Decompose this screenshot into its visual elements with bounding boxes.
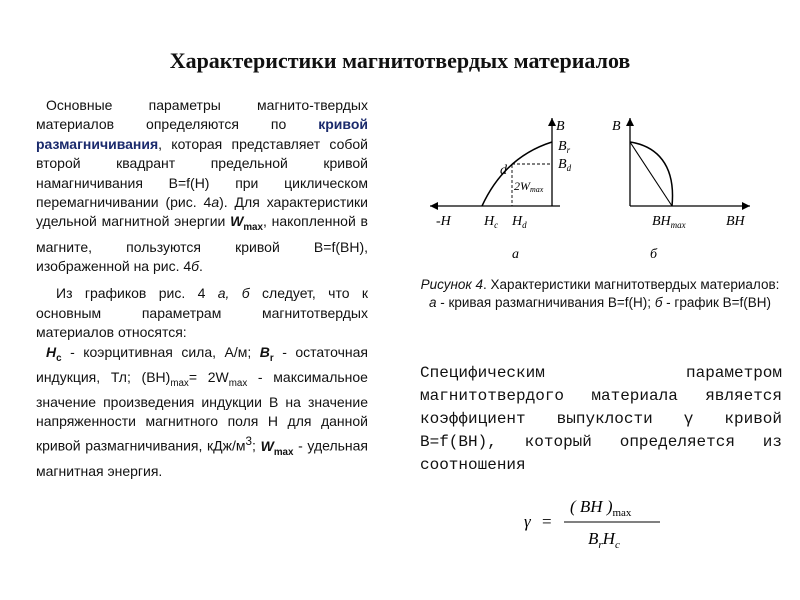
italic-ref: б — [191, 258, 200, 275]
panel-label-b: б — [650, 247, 658, 262]
label-b-a: B — [556, 119, 565, 134]
symbol-w: W — [230, 213, 244, 230]
label-b-b: B — [612, 119, 621, 134]
text-span: = 2W — [188, 368, 229, 385]
text-span: , накопленной в магните, пользуются кривой B=f(BH), изображенной на рис. 4 — [36, 213, 368, 275]
label-bd: $B_d$ — [558, 157, 572, 173]
formula-numerator: ( BH )$_{max}$ — [570, 497, 632, 519]
formula-eq: = — [542, 512, 552, 531]
text-span: - коэрцитивная сила, А/м; — [61, 343, 260, 360]
subscript: c — [56, 352, 62, 364]
gamma-formula — [520, 494, 670, 550]
text-span: . — [199, 258, 203, 275]
italic-ref: а, б — [217, 285, 250, 302]
text-span: - максимальное значение произведения индукции B на значение напряженности магнитного поля H для данной кривой размагничивания, кДж/м — [36, 368, 368, 454]
arrow-up-a — [548, 118, 556, 126]
text-span: - остаточная индукция, Тл; (BH) — [36, 343, 369, 385]
bold-term: кривой размагничивания — [36, 116, 368, 152]
caption-text: - кривая размагничивания B=f(H); — [436, 295, 655, 310]
caption-ref: а — [428, 295, 437, 310]
paragraph-3 — [36, 343, 368, 481]
label-neg-h: -H — [436, 214, 451, 229]
text-span: Из графиков рис. 4 — [56, 285, 218, 302]
demagnetization-curve — [482, 142, 552, 206]
superscript: 3 — [245, 434, 253, 448]
italic-ref: а — [211, 194, 220, 211]
label-2wmax: 2Wmax — [514, 179, 544, 194]
text-span: ; — [252, 437, 261, 454]
text-span: - удельная магнитная энергия. — [36, 437, 369, 479]
symbol-w: W — [260, 437, 274, 454]
right-paragraph: Специфическим параметром магнитотвердого материала является коэффициент выпуклости γ кривой B=f(BH), который определяется из соотношения — [420, 364, 782, 474]
subscript: max — [273, 446, 294, 458]
symbol-br: B — [259, 343, 270, 360]
symbol-hc: H — [46, 343, 57, 360]
text-span: ). Для характеристики удельной магнитной энергии — [36, 194, 368, 230]
label-br: $B_r$ — [558, 139, 571, 155]
page-title: Характеристики магнитотвердых материалов — [169, 48, 631, 73]
arrow-left-a — [430, 202, 438, 210]
subscript: max — [228, 377, 248, 389]
arrow-up-b — [626, 118, 634, 126]
label-bhmax: $BH_{max}$ — [652, 214, 686, 230]
panel-label-a: а — [512, 247, 519, 262]
label-hc: $H_c$ — [484, 214, 499, 230]
subscript: max — [243, 222, 263, 234]
left-text-column — [36, 96, 368, 481]
label-d: d — [500, 163, 507, 178]
text-span: следует, что к основным параметрам магнитотвердых материалов относятся: — [36, 285, 368, 341]
label-hd: $H_d$ — [512, 214, 527, 230]
caption-ref: б — [654, 295, 663, 310]
caption-label: Рисунок 4 — [420, 277, 484, 292]
arrow-right-b — [742, 202, 750, 210]
formula-denominator: $B_rH_c$ — [588, 529, 620, 550]
subscript: r — [269, 352, 274, 364]
paragraph-1 — [36, 96, 368, 276]
caption-text: - график B=f(BH) — [662, 295, 772, 310]
subscript: max — [170, 377, 189, 389]
bh-chord — [630, 142, 672, 206]
caption-text: . Характеристики магнитотвердых материалов: — [483, 277, 780, 292]
figure-caption — [420, 276, 780, 312]
text-span: , которая представляет собой второй квадрант предельной кривой намагничивания B=f(H) при циклическом перемагничивании (рис. 4 — [36, 135, 368, 211]
paragraph-2 — [36, 284, 368, 342]
label-bh: BH — [726, 214, 745, 229]
text-span: Основные параметры магнито-твердых материалов определяются по — [36, 97, 368, 133]
formula-gamma: γ — [524, 512, 531, 531]
